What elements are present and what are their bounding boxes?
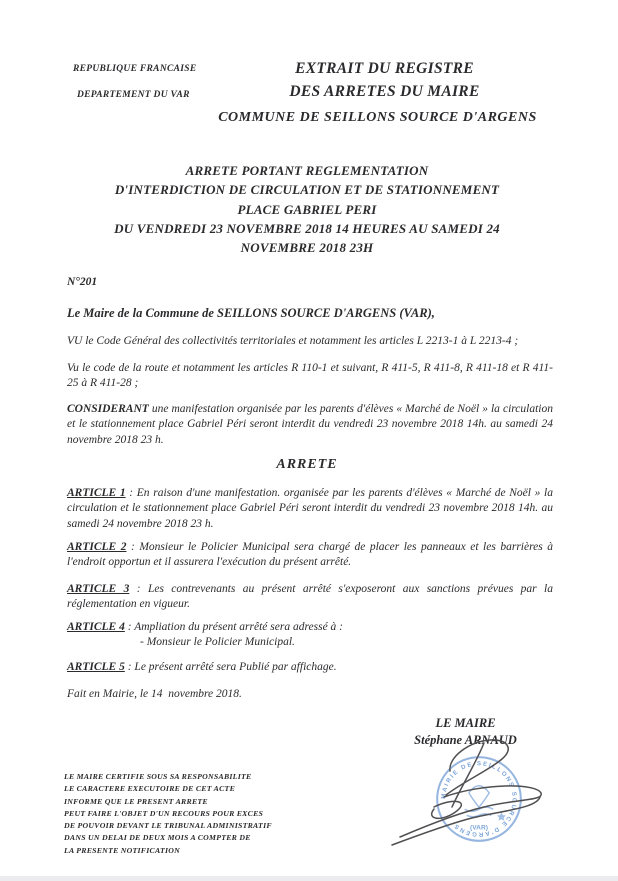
legal-notice-line: LE MAIRE CERTIFIE SOUS SA RESPONSABILITE [64, 772, 252, 781]
preamble-label: CONSIDERANT [67, 403, 149, 415]
republique-line: REPUBLIQUE FRANCAISE [73, 64, 197, 74]
legal-notice-line: DE POUVOIR DEVANT LE TRIBUNAL ADMINISTRATIF [64, 821, 272, 831]
legal-notice-line: LE CARACTERE EXECUTOIRE DE CET ACTE [64, 784, 236, 794]
article-2-label: ARTICLE 2 [67, 541, 127, 553]
preamble-text: une manifestation organisée par les parents d'élèves « Marché de Noël » la circulation et le stationnement place Gabriel Péri seront interdit du vendredi 23 novembre 2018 14h. au samedi 24 novembre 2018 23 h. [67, 403, 553, 446]
article-5-label: ARTICLE 5 [67, 661, 125, 673]
preamble-considerant [67, 402, 553, 448]
article-4-main [67, 620, 553, 635]
decree-title-line: DU VENDREDI 23 NOVEMBRE 2018 14 HEURES AU SAMEDI 24 [114, 220, 500, 236]
commune-line: COMMUNE DE SEILLONS SOURCE D'ARGENS [218, 110, 537, 125]
decree-title [0, 161, 614, 257]
signature-strokes [392, 740, 541, 845]
article-3-label: ARTICLE 3 [67, 583, 130, 595]
registre-heading [272, 57, 497, 103]
preamble-text: le code de la route et notamment les articles R 110-1 et suivant, R 411-5, R 411-8, R 411-18 et R 411-25 à R 411-28 ; [67, 362, 553, 390]
legal-notice [64, 771, 272, 857]
decree-title-line: PLACE GABRIEL PERI [237, 201, 377, 217]
article-2 [67, 540, 553, 571]
stamp-ring-text: MAIRIE DE SEILLONS SOURCE D'ARGENS [440, 760, 518, 838]
handwritten-signature-icon [388, 733, 556, 861]
registre-heading-line2: DES ARRETES DU MAIRE [289, 83, 480, 100]
preamble-label: Vu [67, 362, 79, 374]
preamble-vu-code-route [67, 361, 553, 392]
decree-title-line: ARRETE PORTANT REGLEMENTATION [185, 163, 429, 178]
article-3-text: : Les contrevenants au présent arrêté s'exposeront aux sanctions prévues par la réglementation en vigueur. [67, 583, 553, 611]
decree-number: N°201 [67, 276, 98, 288]
date-line: Fait en Mairie, le 14 novembre 2018. [67, 688, 242, 700]
article-4-sub-item: - Monsieur le Policier Municipal. [140, 636, 295, 649]
article-5-text: : Le présent arrêté sera Publié par affichage. [124, 661, 337, 673]
legal-notice-line: DANS UN DELAI DE DEUX MOIS A COMPTER DE [64, 833, 251, 843]
article-4-label: ARTICLE 4 [67, 621, 125, 633]
decree-title-line: D'INTERDICTION DE CIRCULATION ET DE STATIONNEMENT [114, 182, 500, 198]
page-bottom-edge [0, 876, 618, 881]
legal-notice-line: INFORME QUE LE PRESENT ARRETE [64, 796, 208, 806]
signer-role: LE MAIRE [435, 716, 496, 730]
registre-heading-line1: EXTRAIT DU REGISTRE [295, 60, 474, 77]
decree-intro: Le Maire de la Commune de SEILLONS SOURCE D'ARGENS (VAR), [67, 306, 435, 320]
article-1-text: : En raison d'une manifestation. organisée par les parents d'élèves « Marché de Noël » la circulation et le stationnement place Gabriel Péri seront interdit du vendredi 23 novembre 2018 14h. au samedi 24 novembre 2018 23 h. [67, 487, 553, 530]
article-1 [67, 486, 553, 532]
article-3 [67, 582, 553, 613]
decree-title-line: NOVEMBRE 2018 23H [240, 240, 374, 256]
article-5 [67, 660, 553, 675]
article-4-text: : Ampliation du présent arrêté sera adressé à : [124, 621, 344, 633]
preamble-label: VU [67, 335, 83, 347]
preamble-vu-code-general [67, 334, 553, 349]
departement-line: DEPARTEMENT DU VAR [77, 90, 190, 100]
preamble-text: le Code Général des collectivités territoriales et notamment les articles L 2213-1 à L 2213-4 ; [82, 335, 519, 347]
arrete-heading: ARRETE [276, 457, 338, 472]
legal-notice-line: LA PRESENTE NOTIFICATION [64, 845, 181, 855]
article-2-text: : Monsieur le Policier Municipal sera chargé de placer les panneaux et les barrières à l'endroit opportun et il assurera l'exécution du présent arrêté. [67, 541, 553, 569]
article-4 [67, 620, 553, 651]
stamp-var-text: (VAR) [470, 824, 488, 832]
legal-notice-line: PEUT FAIRE L'OBJET D'UN RECOURS POUR EXCES [64, 808, 264, 818]
signer-name: Stéphane ARNAUD [414, 733, 517, 747]
article-1-label: ARTICLE 1 [67, 487, 126, 499]
